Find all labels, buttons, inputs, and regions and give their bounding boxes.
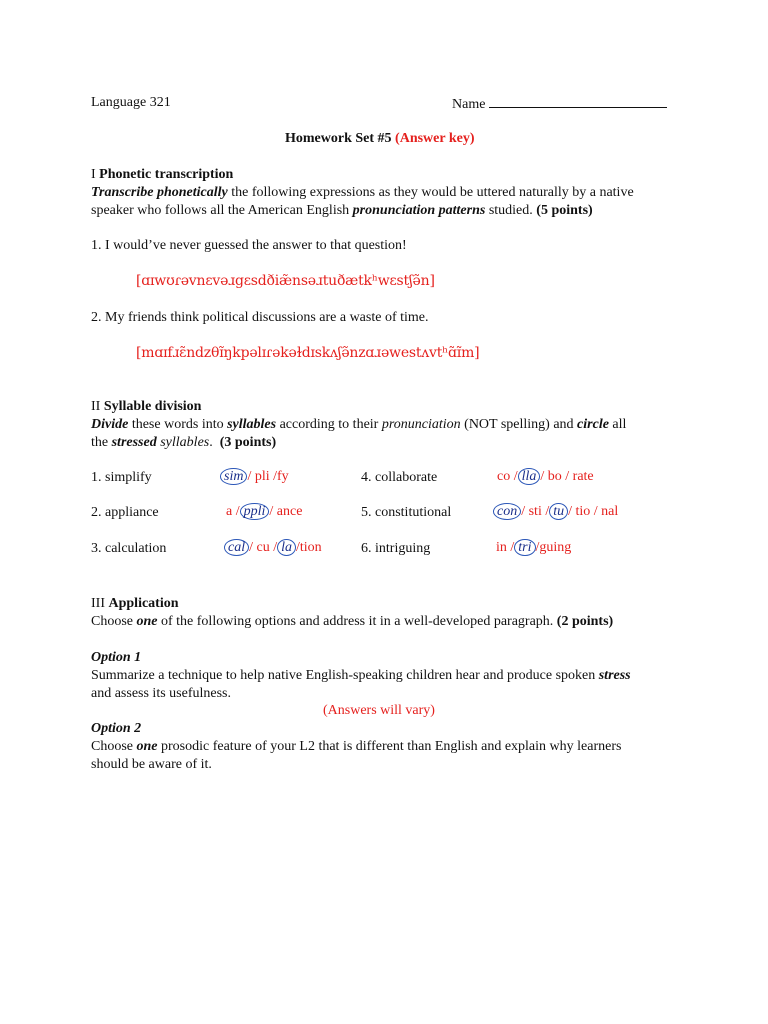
section3-numeral: III [91,596,105,611]
instr-text: according to their [276,417,382,432]
syllable-mid: / sti / [521,504,550,519]
answer-key-label: (Answer key) [395,131,475,146]
syllable-rest: / bo / rate [540,469,594,484]
instr-text: of the following options and address it in a well-developed paragraph. [157,614,557,629]
syllable-rest: /tion [296,540,322,555]
stressed-syllable-circle: cal [224,539,249,556]
syllable-rest: / ance [269,504,303,519]
stressed-syllable-circle: ppli [240,503,270,520]
syllable-pre: a / [226,504,240,519]
section1-title: Phonetic transcription [99,167,234,182]
stressed-syllable-circle: con [493,503,521,520]
name-field [452,94,667,114]
instr-emph: circle [577,417,609,432]
syllables-1 [220,468,289,486]
option-emph: stress [598,668,631,683]
syllables-5 [493,503,618,521]
section2-heading [91,398,201,416]
stressed-syllable-circle: tri [514,539,535,556]
instr-emph: syllables [227,417,277,432]
title-text: Homework Set #5 [285,131,392,146]
syllable-rest: / tio / nal [568,504,619,519]
option1-title: Option 1 [91,650,142,665]
word-6: 6. intriguing [361,541,431,556]
section2-numeral: II [91,399,101,414]
instr-text: the [91,435,112,450]
stressed-syllable-circle: la [277,539,296,556]
word-3: 3. calculation [91,541,167,556]
section3-heading [91,595,179,613]
stressed-syllable-circle: lla [518,468,541,485]
name-label: Name [452,97,486,112]
syllables-4 [497,468,594,486]
instr-text: Choose [91,614,137,629]
option-text: Choose [91,739,137,754]
stressed-syllable-circle: sim [220,468,247,485]
syllable-rest: /guing [535,540,572,555]
option1-line1 [91,667,631,685]
question-2: 2. My friends think political discussions are a waste of time. [91,310,429,325]
points-label: (5 points) [536,203,593,218]
transcription-2: [mɑɪfɹɛ̃ndzθɪ̃ŋkpəlɪɾəkəɫdɪskʌʃə̃nzɑɹəwestʌvtʰɑ̃ɪ̃m] [136,345,480,361]
transcription-1: [ɑɪwʊɾəvnɛvəɹgɛsdðiæ̃nsəɹtuðætkʰwɛstʃə̃n] [136,273,435,289]
instr-emph: Transcribe phonetically [91,185,228,200]
section3-instruction [91,613,613,631]
instr-text: (NOT spelling) and [460,417,578,432]
section3-title: Application [108,596,179,611]
syllables-6 [496,539,571,557]
stressed-syllable-circle: tu [549,503,568,520]
syllable-mid: / cu / [249,540,278,555]
section2-instruction-line2 [91,434,276,452]
word-4: 4. collaborate [361,470,438,485]
instr-text: studied. [485,203,537,218]
instr-text: all [608,417,627,432]
instr-text: . [209,435,213,450]
instr-italic: pronunciation [381,417,461,432]
section1-instruction-line2 [91,202,593,220]
name-blank-line [489,94,667,108]
instr-italic: syllables [156,435,210,450]
section1-numeral: I [91,167,96,182]
section1-instruction-line1 [91,184,634,202]
option2-title: Option 2 [91,721,142,736]
option2-line2: should be aware of it. [91,757,212,772]
syllables-2 [226,503,302,521]
option-emph: one [136,739,158,754]
option-text: Summarize a technique to help native English-speaking children hear and produce spoken [91,668,599,683]
instr-text: the following expressions as they would be uttered naturally by a native [227,185,634,200]
syllable-pre: co / [497,469,518,484]
syllables-3 [224,539,322,557]
option1-line2: and assess its usefulness. [91,686,231,701]
instr-emph: pronunciation patterns [352,203,486,218]
page-title [285,130,475,148]
course-label: Language 321 [91,95,171,110]
word-2: 2. appliance [91,505,159,520]
word-5: 5. constitutional [361,505,452,520]
section1-heading [91,166,233,184]
syllable-rest: / pli /fy [247,469,289,484]
points-label: (2 points) [556,614,614,629]
section2-instruction-line1 [91,416,626,434]
answers-vary-note: (Answers will vary) [323,703,435,718]
option2-line1 [91,738,621,756]
word-1: 1. simplify [91,470,152,485]
instr-emph: one [136,614,158,629]
instr-text: speaker who follows all the American English [91,203,353,218]
question-1: 1. I would’ve never guessed the answer to that question! [91,238,407,253]
section2-title: Syllable division [103,399,202,414]
instr-emph: stressed [111,435,157,450]
instr-text: these words into [128,417,228,432]
syllable-pre: in / [496,540,515,555]
points-label: (3 points) [219,435,277,450]
option-text: prosodic feature of your L2 that is different than English and explain why learners [157,739,622,754]
instr-emph: Divide [91,417,129,432]
